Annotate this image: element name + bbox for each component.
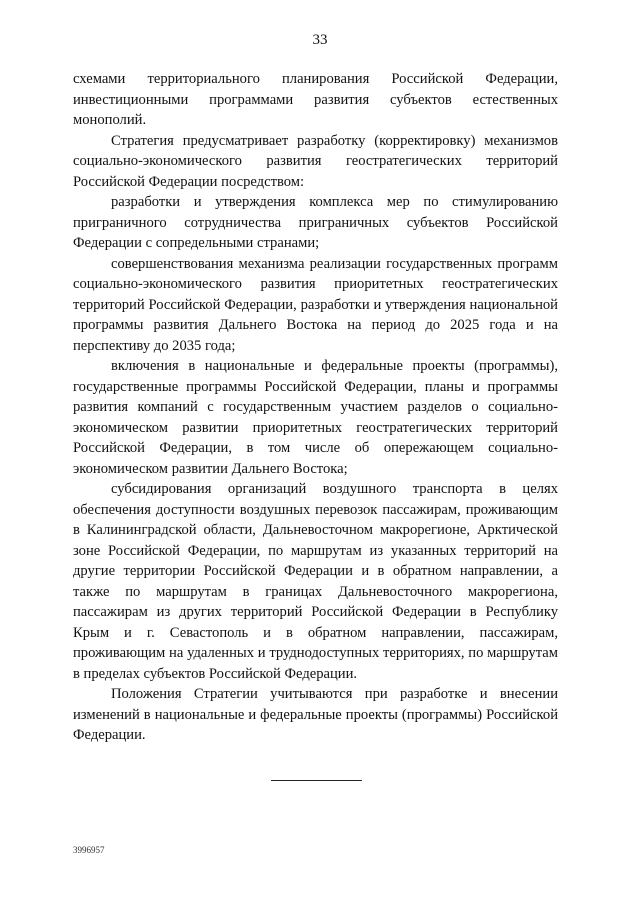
paragraph-strategy-provisions: Положения Стратегии учитываются при разработке и внесении изменений в национальные и федеральные проекты (программы) Российской Федерации. [73,686,558,743]
document-id: 3996957 [73,845,105,855]
paragraph-national-projects: включения в национальные и федеральные проекты (программы), государственные программы Российской Федерации, планы и программы развития компаний с государственным участием разделов о социально-экономическом развитии приоритетных геостратегических территорий Российской Федерации, в том числе об опережающем социально-экономическом развитии Дальнего Востока; [73,358,558,477]
paragraph-border-cooperation: разработки и утверждения комплекса мер по стимулированию приграничного сотрудничества приграничных субъектов Российской Федерации с сопредельными странами; [73,194,558,251]
page-number: 33 [312,32,328,48]
end-rule [271,780,362,781]
paragraph-continuation: схемами территориального планирования Российской Федерации, инвестиционными программами развития субъектов естественных монополий. [73,71,558,128]
paragraph-strategy-mechanisms: Стратегия предусматривает разработку (корректировку) механизмов социально-экономического развития геостратегических территорий Российской Федерации посредством: [73,132,558,190]
paragraph-air-transport-subsidies: субсидирования организаций воздушного транспорта в целях обеспечения доступности воздушных перевозок пассажирам, проживающим в Калининградской области, Дальневосточном макрорегионе, Арктической зоне Российской Федерации, по маршрутам из указанных территорий на другие территории Российской Федерации и в обратном направлении, а также по маршрутам в границах Дальневосточного макрорегиона, пассажирам из других территорий Российской Федерации в Республику Крым и г. Севастополь и в обратном направлении, пассажирам, проживающим на удаленных и труднодоступных территориях, по маршрутам в пределах субъектов Российской Федерации. [73,481,558,682]
document-body [73,69,558,746]
paragraph-state-programs: совершенствования механизма реализации государственных программ социально-экономического развития приоритетных геостратегических территорий Российской Федерации, разработки и утверждения национальной программы развития Дальнего Востока на период до 2025 года и на перспективу до 2035 года; [73,255,558,354]
